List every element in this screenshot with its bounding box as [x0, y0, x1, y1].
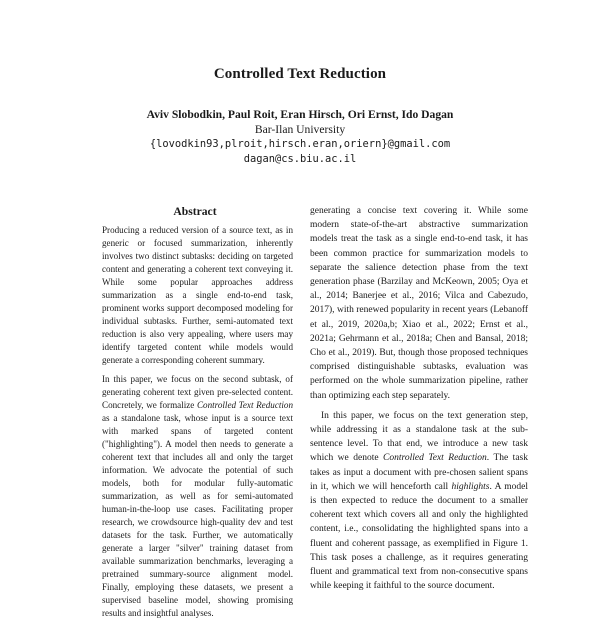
- email-line-2: dagan@cs.biu.ac.il: [243, 153, 357, 165]
- affiliation: Bar-Ilan University: [254, 123, 346, 136]
- abstract-body: [102, 224, 293, 626]
- abstract-p2-text-a: In this paper, we focus on the second subtask, of generating coherent text given pre-selected content. Concretely, we formalize: [102, 374, 293, 410]
- intro-p2-text-b: . The task takes as input a document with pre-chosen salient spans in it, which we will henceforth call: [310, 453, 528, 492]
- paper-title: Controlled Text Reduction: [213, 66, 387, 82]
- abstract-p2-text-b: as a standalone task, whose input is a source text with marked spans of targeted content ("highlighting"). A model then needs to generate a coherent text that includes all and only the target information. We advocate the potential of such models, both for modular fully-automatic summarization, as well as for semi-automated human-in-the-loop use cases. Facilitating proper research, we crowdsource high-quality dev and test datasets for the task. Further, we automatically generate a larger "silver" training dataset from available summarization benchmarks, leveraging a pretrained summary-source alignment model. Finally, employing these datasets, we present a supervised baseline model, showing promising results and insightful analyses.: [102, 413, 293, 618]
- intro-paragraph-1: generating a concise text covering it. While some modern state-of-the-art abstractive summarization models treat the task as a single end-to-end task, it has been common practice for summarization models to separate the salience detection phase from the text generation phase (Barzilay and McKeown, 2005; Oya et al., 2014; Banerjee et al., 2016; Vilca and Cabezudo, 2017), with renewed popularity in recent years (Lebanoff et al., 2019, 2020a,b; Xiao et al., 2022; Ernst et al., 2021a; Gehrmann et al., 2018a; Chen and Bansal, 2018; Cho et al., 2019). But, though those proposed techniques comprised distinguishable subtasks, evaluation was performed on the whole summarization pipeline, rather than optimizing each step separately.: [310, 206, 528, 401]
- intro-p2-text-a: In this paper, we focus on the text generation step, while addressing it as a standalone task at the sub-sentence level. To that end, we introduce a new task which we denote: [310, 410, 528, 464]
- author-list: Aviv Slobodkin, Paul Roit, Eran Hirsch, Ori Ernst, Ido Dagan: [146, 108, 454, 121]
- abstract-heading: Abstract: [173, 205, 217, 218]
- email-line-1: {lovodkin93,plroit,hirsch.eran,oriern}@gmail.com: [149, 138, 451, 150]
- intro-p2-emphasis-task: Controlled Text Reduction: [383, 453, 487, 464]
- introduction-column: [310, 204, 528, 593]
- intro-p2-emphasis-highlights: highlights: [451, 481, 490, 492]
- abstract-paragraph-1: Producing a reduced version of a source text, as in generic or focused summarization, inherently involves two distinct subtasks: deciding on targeted content and generating a coherent text conveying it. While some popular approaches address summarization as a single end-to-end task, prominent works support decomposed modeling for individual subtasks. Further, semi-automated text reduction is also very appealing, where users may identify targeted content while models would generate a corresponding coherent summary.: [102, 225, 293, 365]
- intro-p2-text-c: . A model is then expected to reduce the document to a smaller coherent text which covers all and only the highlighted content, i.e., consolidating the highlighted spans into a fluent and coherent passage, as exemplified in Figure 1. This task poses a challenge, as it requires generating fluent and grammatical text from non-consecutive spans while keeping it faithful to the source document.: [310, 481, 528, 592]
- intro-paragraph-2: [310, 409, 528, 594]
- abstract-paragraph-2: [102, 373, 293, 620]
- abstract-p2-emphasis: Controlled Text Reduction: [196, 400, 293, 410]
